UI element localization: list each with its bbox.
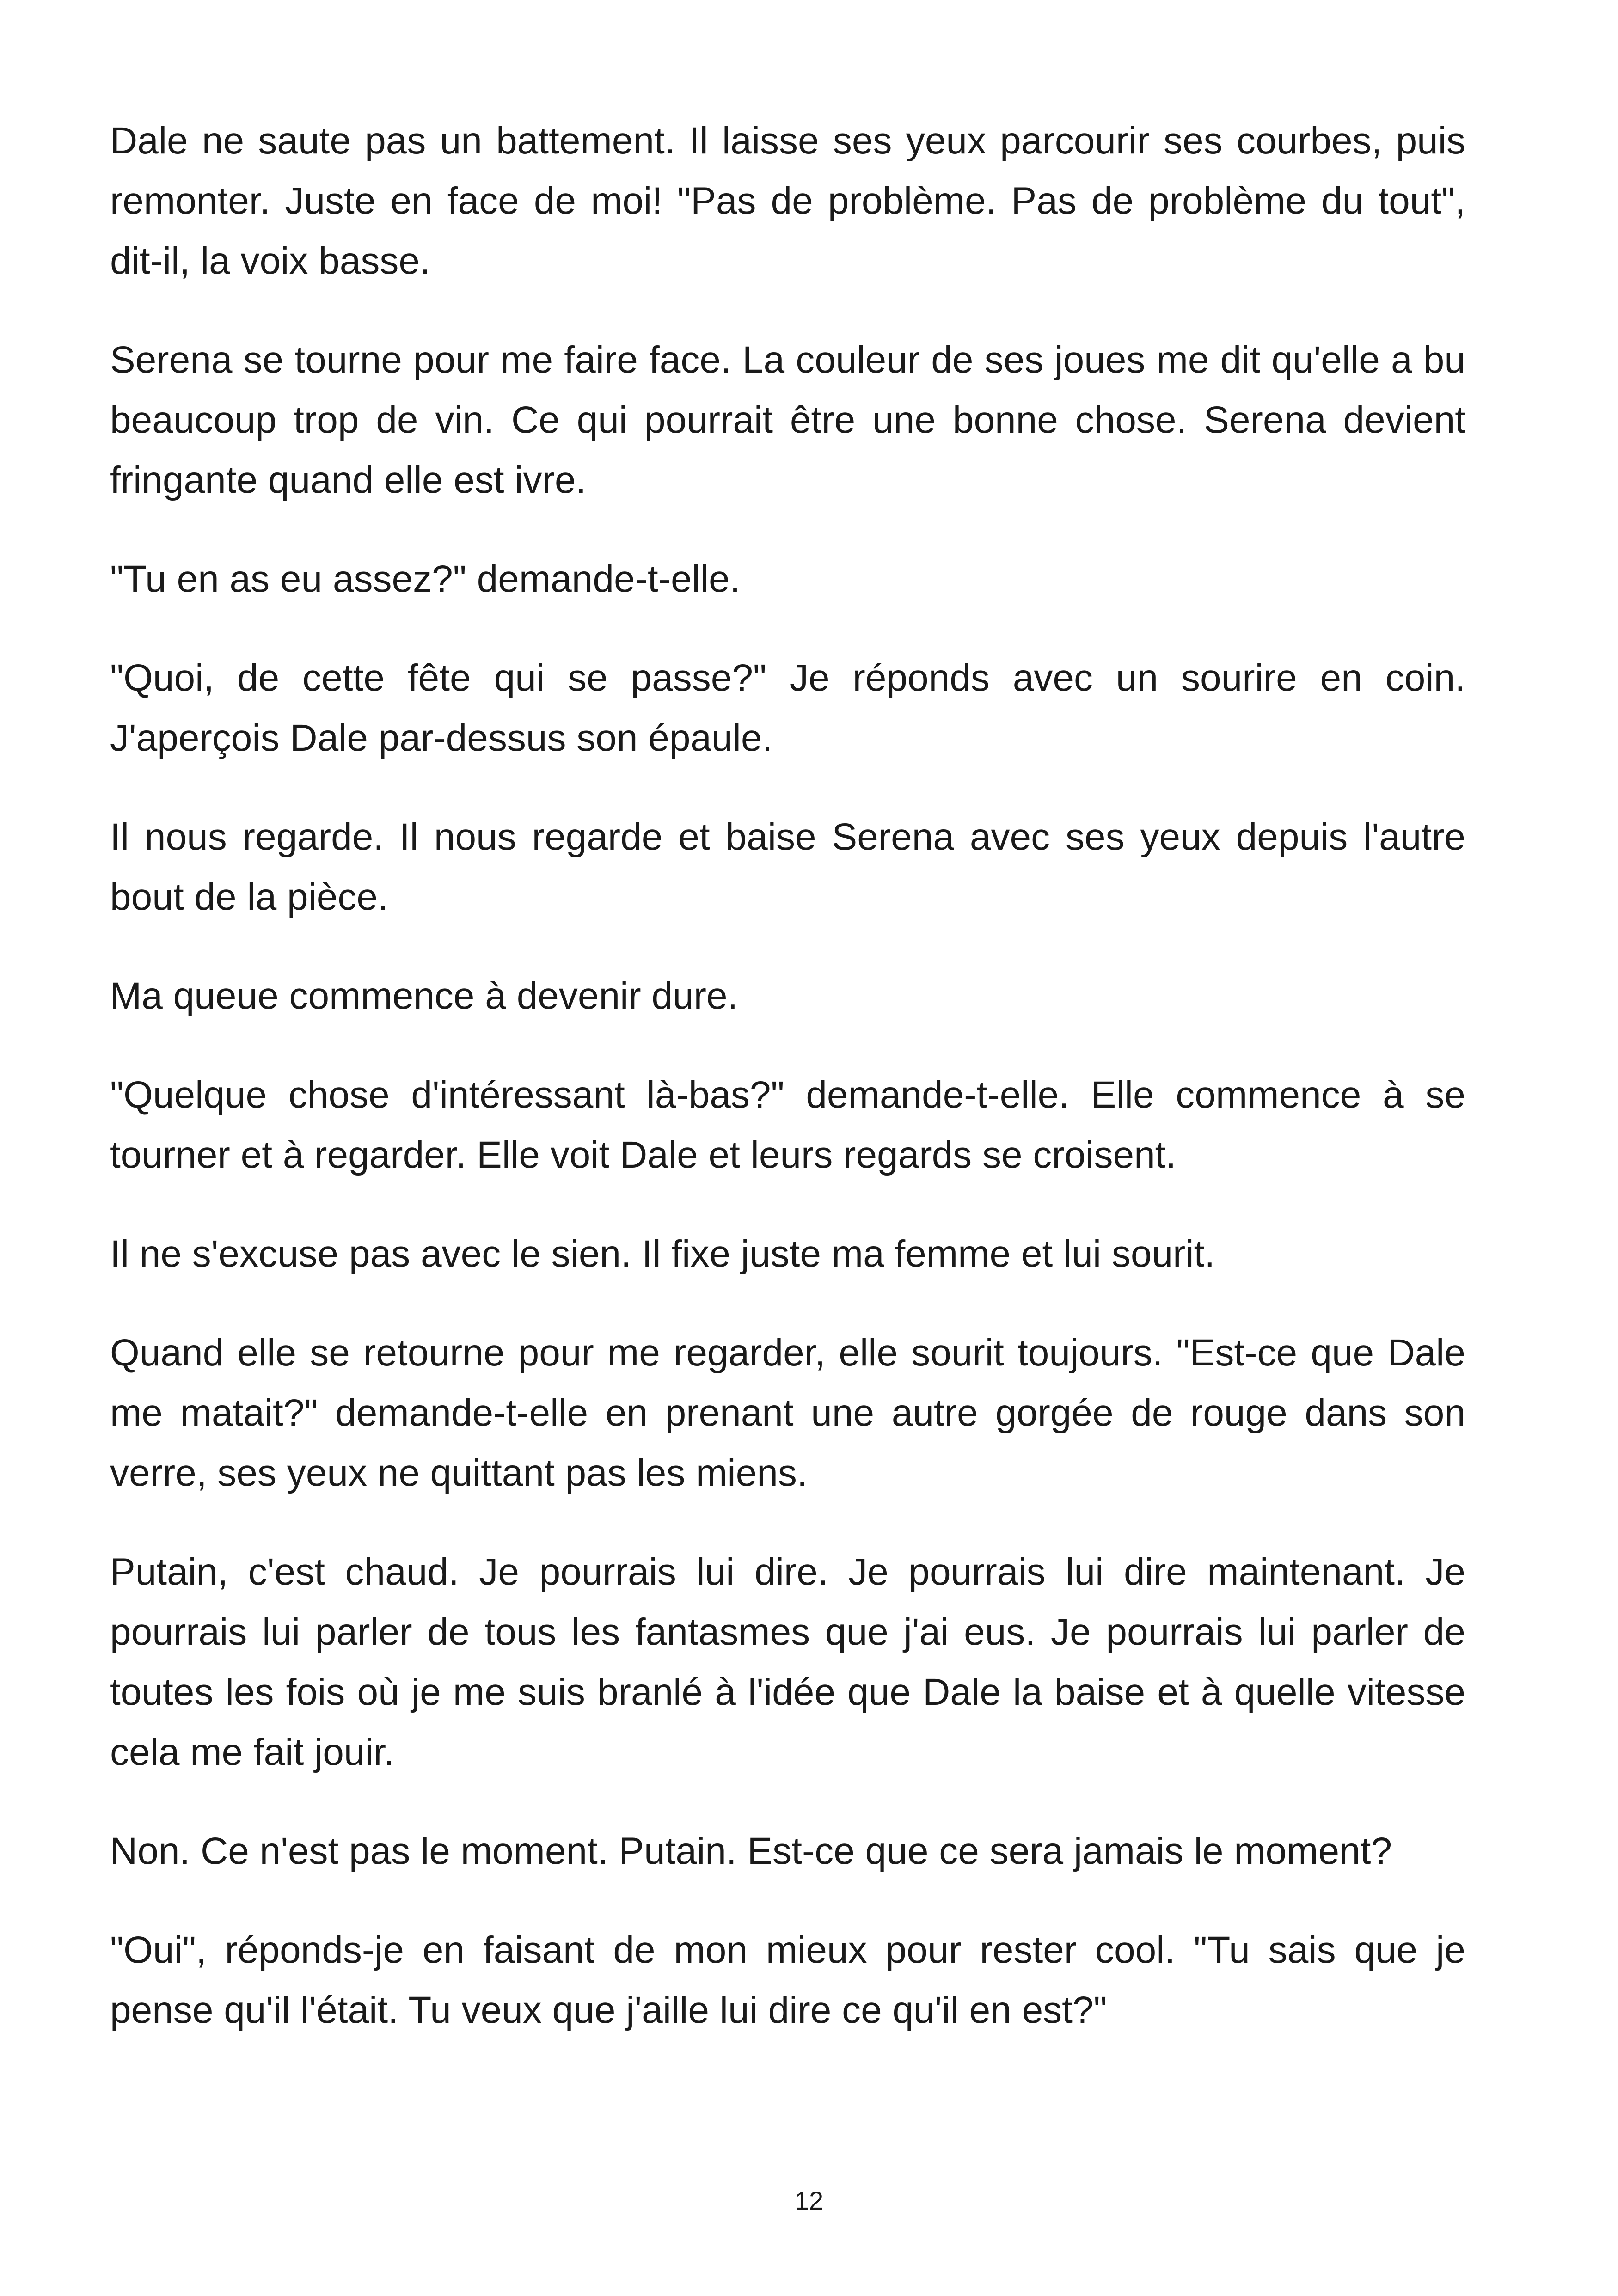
- paragraph: Dale ne saute pas un battement. Il laisse ses yeux parcourir ses courbes, puis remonter. Juste en face de moi! "Pas de problème. Pas de problème du tout", dit-il, la voix basse.: [110, 120, 1465, 282]
- body-text: [110, 111, 1465, 2079]
- paragraph: "Quelque chose d'intéressant là-bas?" demande-t-elle. Elle commence à se tourner et à regarder. Elle voit Dale et leurs regards se croisent.: [110, 1074, 1465, 1176]
- page-number: 12: [794, 2186, 824, 2215]
- paragraph: Il ne s'excuse pas avec le sien. Il fixe juste ma femme et lui sourit.: [110, 1233, 1215, 1275]
- paragraph: Non. Ce n'est pas le moment. Putain. Est-ce que ce sera jamais le moment?: [110, 1830, 1392, 1872]
- paragraph: "Oui", réponds-je en faisant de mon mieux pour rester cool. "Tu sais que je pense qu'il l'était. Tu veux que j'aille lui dire ce qu'il en est?": [110, 1929, 1465, 2031]
- paragraph: "Tu en as eu assez?" demande-t-elle.: [110, 558, 741, 600]
- paragraph: Ma queue commence à devenir dure.: [110, 975, 738, 1017]
- paragraph: Putain, c'est chaud. Je pourrais lui dire. Je pourrais lui dire maintenant. Je pourrais lui parler de tous les fantasmes que j'ai eus. Je pourrais lui parler de toutes les fois où je me suis branlé à l'idée que Dale la baise et à quelle vitesse cela me fait jouir.: [110, 1551, 1465, 1773]
- paragraph: Serena se tourne pour me faire face. La couleur de ses joues me dit qu'elle a bu beaucoup trop de vin. Ce qui pourrait être une bonne chose. Serena devient fringante quand elle est ivre.: [110, 339, 1465, 501]
- paragraph: "Quoi, de cette fête qui se passe?" Je réponds avec un sourire en coin. J'aperçois Dale par-dessus son épaule.: [110, 657, 1465, 759]
- paragraph: Il nous regarde. Il nous regarde et baise Serena avec ses yeux depuis l'autre bout de la pièce.: [110, 816, 1465, 918]
- paragraph: Quand elle se retourne pour me regarder, elle sourit toujours. "Est-ce que Dale me matait?" demande-t-elle en prenant une autre gorgée de rouge dans son verre, ses yeux ne quittant pas les miens.: [110, 1332, 1465, 1494]
